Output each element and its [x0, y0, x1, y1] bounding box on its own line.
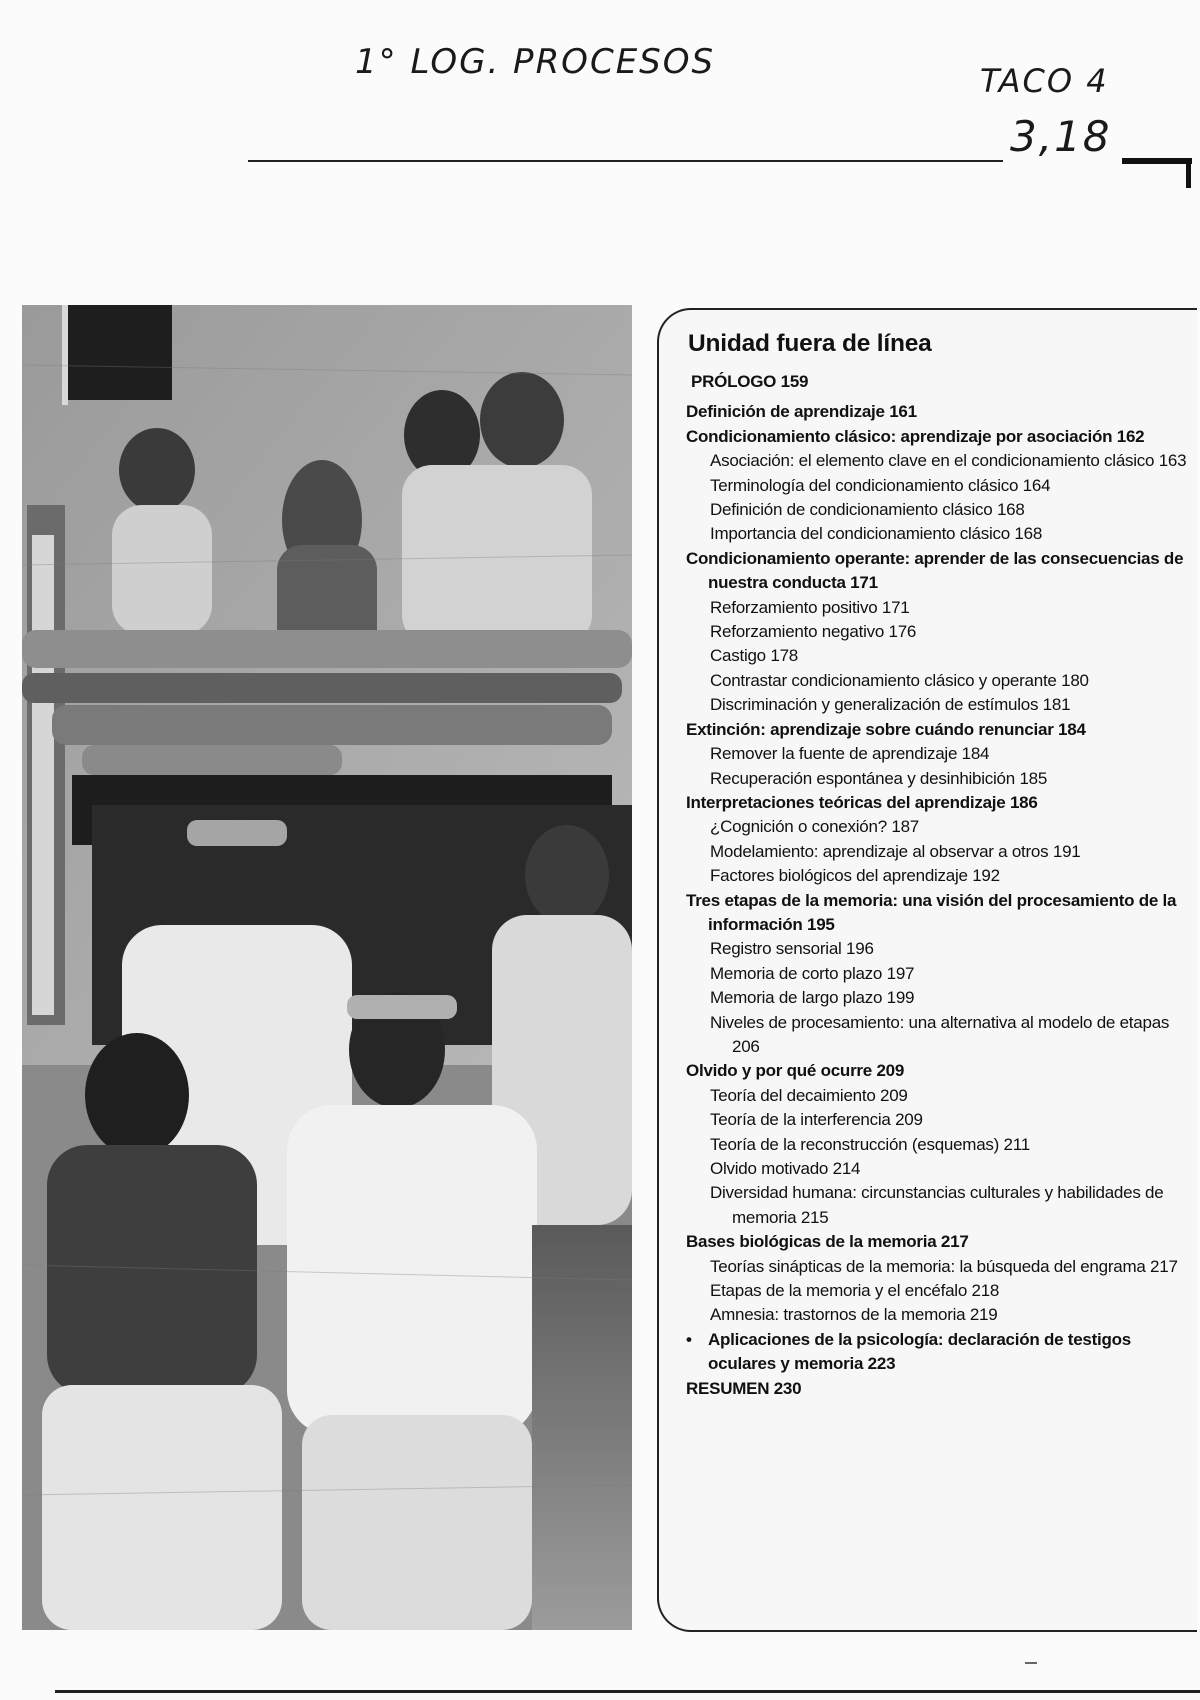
toc-entry: Importancia del condicionamiento clásico 168	[710, 524, 1043, 544]
toc-entry: Registro sensorial 196	[710, 939, 874, 959]
toc-entry: Teoría de la interferencia 209	[710, 1110, 923, 1130]
toc-entry: Bases biológicas de la memoria 217	[686, 1232, 969, 1252]
toc-entry: Definición de aprendizaje 161	[686, 402, 917, 422]
toc-entry: Diversidad humana: circunstancias culturales y habilidades de memoria 215	[710, 1183, 1164, 1227]
toc-entry: Condicionamiento operante: aprender de las consecuencias de nuestra conducta 171	[686, 548, 1184, 593]
toc-title: Unidad fuera de línea	[688, 330, 932, 357]
toc-entry: Interpretaciones teóricas del aprendizaje 186	[686, 792, 1038, 812]
header-rule	[248, 160, 1003, 162]
toc-entry: PRÓLOGO 159	[691, 372, 809, 391]
toc-entry: Condicionamiento clásico: aprendizaje por asociación 162	[686, 426, 1145, 446]
toc-entry: Amnesia: trastornos de la memoria 219	[710, 1305, 998, 1325]
toc-entry: Factores biológicos del aprendizaje 192	[710, 866, 1000, 886]
toc-entry: Reforzamiento negativo 176	[710, 622, 917, 642]
toc-entry: Olvido y por qué ocurre 209	[686, 1061, 905, 1081]
toc-entry: Etapas de la memoria y el encéfalo 218	[710, 1281, 1000, 1301]
handwritten-course-note: 1° LOG. PROCESOS	[355, 42, 716, 82]
toc-entry: Extinción: aprendizaje sobre cuándo renunciar 184	[686, 719, 1086, 739]
handwritten-number-note: 3,18	[1010, 112, 1112, 161]
toc-entry: RESUMEN 230	[686, 1378, 802, 1398]
toc-list	[686, 370, 1200, 1401]
toc-entry: Olvido motivado 214	[710, 1159, 861, 1178]
footer-rule	[55, 1690, 1200, 1693]
toc-entry: • Aplicaciones de la psicología: declaración de testigos oculares y memoria 223	[686, 1328, 1200, 1377]
toc-entry: Reforzamiento positivo 171	[710, 597, 910, 617]
toc-entry: Memoria de largo plazo 199	[710, 988, 915, 1008]
toc-panel-topline	[690, 308, 1195, 310]
toc-entry: ¿Cognición o conexión? 187	[710, 817, 919, 837]
toc-entry: Asociación: el elemento clave en el condicionamiento clásico 163	[710, 451, 1187, 471]
handwritten-code-note: TACO 4	[980, 62, 1109, 100]
toc-entry: Tres etapas de la memoria: una visión del procesamiento de la información 195	[686, 890, 1177, 934]
toc-entry: Terminología del condicionamiento clásico 164	[710, 475, 1051, 495]
toc-entry: Remover la fuente de aprendizaje 184	[710, 744, 990, 764]
toc-entry: Memoria de corto plazo 197	[710, 963, 915, 983]
toc-entry: Niveles de procesamiento: una alternativa al modelo de etapas 206	[710, 1012, 1170, 1056]
toc-entry: Modelamiento: aprendizaje al observar a otros 191	[710, 841, 1081, 861]
header-rule-tick	[1186, 158, 1191, 188]
page-mark	[1025, 1662, 1037, 1664]
toc-entry: Discriminación y generalización de estímulos 181	[710, 695, 1071, 715]
toc-entry: Castigo 178	[710, 646, 798, 666]
toc-entry: Contrastar condicionamiento clásico y operante 180	[710, 670, 1089, 690]
toc-entry: Teoría de la reconstrucción (esquemas) 211	[710, 1134, 1030, 1154]
toc-entry: Teorías sinápticas de la memoria: la búsqueda del engrama 217	[710, 1256, 1178, 1276]
table-of-contents	[686, 330, 1200, 1401]
toc-entry: Definición de condicionamiento clásico 168	[710, 500, 1025, 520]
toc-entry: Recuperación espontánea y desinhibición 185	[710, 768, 1048, 788]
header-rule-edge	[1122, 158, 1192, 164]
group-photograph	[22, 305, 632, 1630]
toc-entry: Teoría del decaimiento 209	[710, 1085, 908, 1105]
